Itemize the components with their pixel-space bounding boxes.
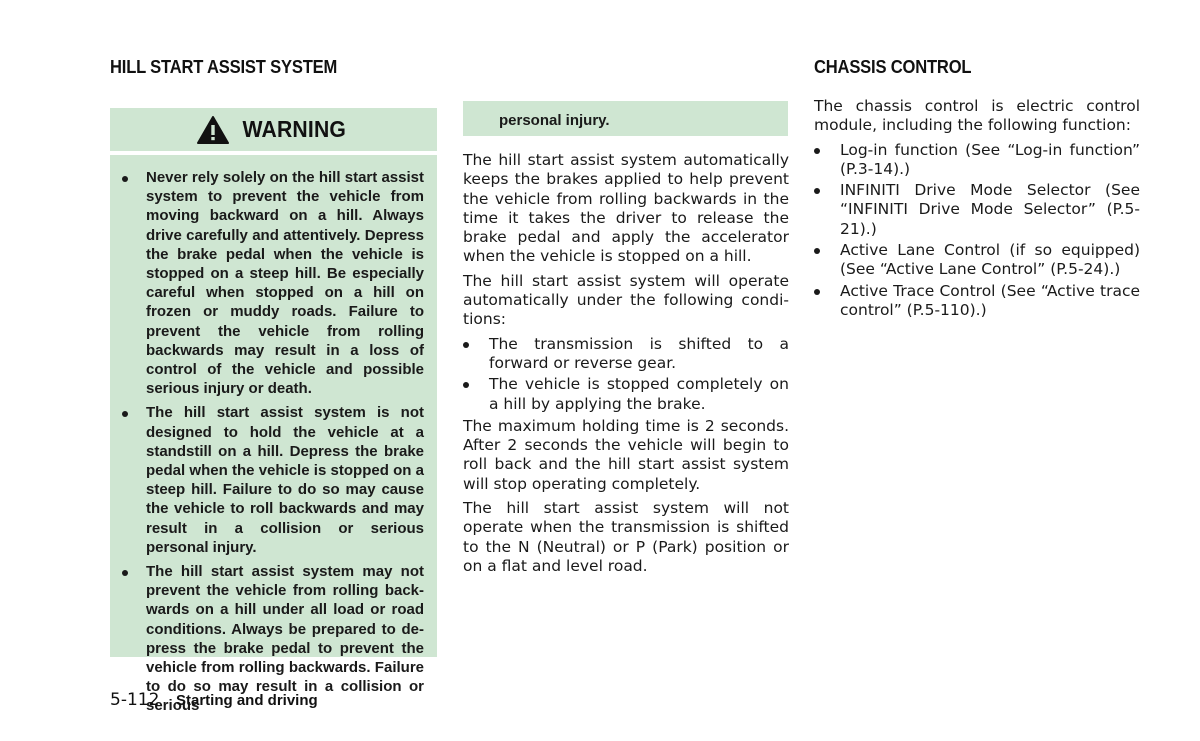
list-item-text: Log-in function (See “Log-in function” (P.3-14).) [840, 140, 1140, 178]
warning-item [122, 403, 424, 557]
warning-item-text: The hill start assist system may not prevent the vehicle from rolling back-wards on a hill under all load or road conditions. Always be prepared to de-press the brake pedal to prevent the vehicle from rolling backwards. Failure to do so may result in a collision or serious [146, 563, 424, 715]
list-item [814, 282, 1140, 321]
warning-header [110, 108, 437, 155]
paragraph: The hill start assist system will not operate when the transmission is shifted to the N (Neutral) or P (Park) position or on a flat and level road. [463, 499, 789, 575]
list-item [463, 335, 789, 374]
section-heading-hill-start-assist: HILL START ASSIST SYSTEM [110, 57, 338, 77]
middle-column [463, 151, 789, 581]
footer-section-title: Starting and driving [176, 692, 318, 709]
list-item [463, 375, 789, 414]
warning-title: WARNING [242, 116, 347, 142]
bullet-icon [122, 411, 128, 417]
warning-triangle-icon [196, 115, 230, 145]
list-item [814, 141, 1140, 180]
warning-box-continued [463, 101, 788, 136]
list-item [814, 181, 1140, 239]
bullet-icon [122, 176, 128, 182]
paragraph: The hill start assist system automatically keeps the brakes applied to help prevent the vehicle from rolling backwards in the time it takes the driver to release the brake pedal and apply the accelerator when the vehicle is stopped on a hill. [463, 151, 789, 266]
list-item-text: Active Lane Control (if so equipped) (See “Active Lane Control” (P.5-24).) [840, 241, 1140, 279]
conditions-list [463, 335, 789, 414]
right-column [814, 97, 1140, 323]
paragraph: The maximum holding time is 2 seconds. After 2 seconds the vehicle will begin to roll back and the hill start assist system will stop operating completely. [463, 416, 789, 493]
list-item-text: The vehicle is stopped completely on a hill by applying the brake. [489, 375, 789, 413]
list-item-text: INFINITI Drive Mode Selector (See “INFINITI Drive Mode Selector” (P.5-21).) [840, 181, 1140, 238]
functions-list [814, 141, 1140, 321]
bullet-icon [814, 188, 820, 194]
bullet-icon [814, 248, 820, 254]
list-item-text: The transmission is shifted to a forward or reverse gear. [489, 334, 789, 372]
page-number: 5-112 [110, 690, 160, 710]
section-heading-chassis-control: CHASSIS CONTROL [814, 57, 972, 77]
paragraph: The hill start assist system will operate automatically under the following condi-tions: [463, 271, 789, 329]
bullet-icon [814, 148, 820, 154]
list-item [814, 241, 1140, 280]
warning-item [122, 168, 424, 398]
list-item-text: Active Trace Control (See “Active trace control” (P.5-110).) [840, 281, 1140, 319]
warning-item-text: Never rely solely on the hill start assist system to prevent the vehicle from moving backward on a hill. Always drive carefully and attentively. Depress the brake pedal when the vehicle is stopped on a steep hill. Be especially careful when stopped on a hill on frozen or muddy roads. Failure to prevent the vehicle from rolling backwards may result in a loss of control of the vehicle and possible serious injury or death. [146, 169, 424, 398]
bullet-icon [814, 289, 820, 295]
bullet-icon [463, 342, 469, 348]
warning-continued-text: personal injury. [499, 112, 610, 129]
warning-item-text: The hill start assist system is not designed to hold the vehicle at a standstill on a hill. Depress the brake pedal when the vehicle is stopped on a steep hill. Failure to do so may cause the vehicle to roll backwards and may result in a collision or serious personal injury. [146, 404, 424, 556]
bullet-icon [463, 382, 469, 388]
warning-list [122, 168, 424, 721]
paragraph: The chassis control is electric control module, including the following function: [814, 97, 1140, 135]
bullet-icon [122, 570, 128, 576]
